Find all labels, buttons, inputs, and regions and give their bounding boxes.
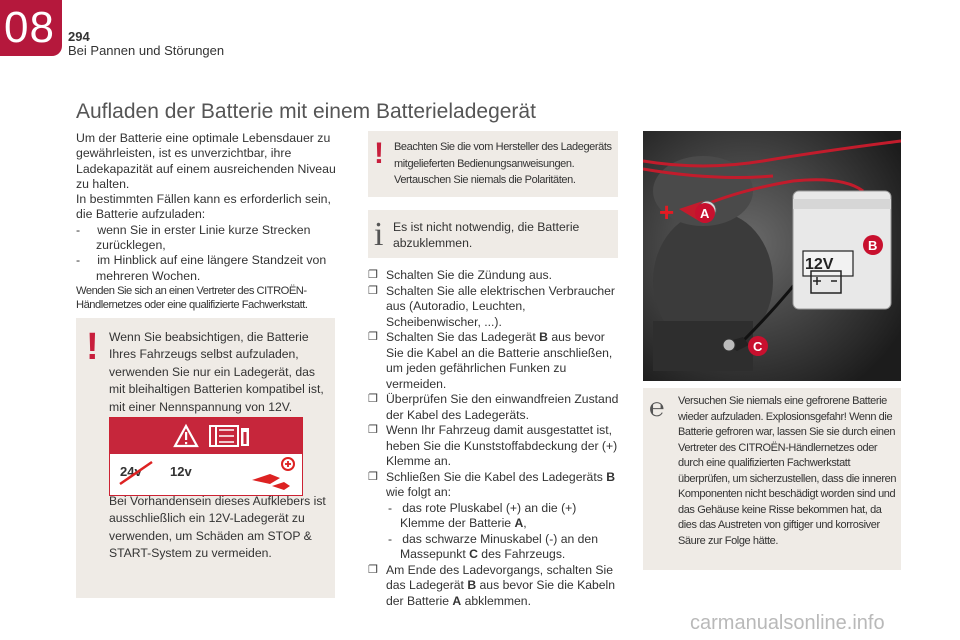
warning-manufacturer-text: Beachten Sie die vom Hersteller des Ladegeräts mitgelieferten Bedienungsanweisungen. bbox=[394, 141, 612, 170]
intro-paragraph-1: Um der Batterie eine optimale Lebensdauer zu gewährleisten, ist es unverzichtbar, ihre Ladekapazität auf einem ausreichenden Niveau zu halten. bbox=[76, 131, 336, 191]
intro-list-item: - im Hinblick auf eine längere Standzeit von mehreren Wochen. bbox=[76, 253, 327, 283]
chapter-tab bbox=[0, 0, 62, 56]
intro-list-item: - wenn Sie in erster Linie kurze Strecken zurücklegen, bbox=[76, 222, 311, 253]
warning-box-polarity bbox=[368, 131, 618, 197]
checkbox-bullet-icon: ❐ bbox=[368, 269, 378, 281]
step-text: wie folgt an: bbox=[386, 485, 452, 499]
warning-box bbox=[76, 318, 335, 598]
list-item bbox=[368, 330, 623, 392]
chapter-number: 08 bbox=[4, 3, 55, 52]
checkbox-bullet-icon: ❐ bbox=[368, 393, 378, 405]
step-text: Am Ende des Ladevorgangs, schalten Sie das Ladegerät bbox=[386, 562, 613, 592]
12v-sticker bbox=[109, 417, 303, 496]
intro-paragraph-2: In bestimmten Fällen kann es erforderlich sein, die Batterie aufzuladen: bbox=[76, 192, 331, 222]
sticker-24v-label: 24v bbox=[120, 464, 142, 479]
step-text: Schließen Sie die Kabel des Ladegeräts bbox=[386, 469, 607, 484]
step-text: Schalten Sie die Zündung aus. bbox=[386, 268, 553, 282]
list-item bbox=[368, 392, 623, 423]
step-bold-ref: B bbox=[467, 578, 477, 592]
sub-list-item: - das schwarze Minuskabel (-) an den Massepunkt C des Fahrzeugs. bbox=[388, 531, 598, 561]
step-text: das schwarze Minuskabel (-) an den Massepunkt bbox=[400, 531, 598, 561]
watermark-footer: carmanualsonline.info bbox=[690, 612, 885, 634]
step-bold-ref: A bbox=[514, 516, 524, 530]
step-bold-ref: B bbox=[539, 330, 548, 344]
step-bold-ref: B bbox=[606, 469, 616, 484]
eco-tip-icon: ℮ bbox=[649, 392, 665, 422]
warning-polarity-line: Vertauschen Sie niemals die Polaritäten. bbox=[394, 174, 576, 186]
step-text: aus bevor Sie die Kabeln der Batterie bbox=[386, 578, 616, 608]
step-text: Wenn Ihr Fahrzeug damit ausgestattet ist, heben Sie die Kunststoffabdeckung der (+) Klemme an. bbox=[386, 423, 618, 468]
checkbox-bullet-icon: ❐ bbox=[368, 470, 378, 483]
step-text: Schalten Sie das Ladegerät bbox=[386, 330, 540, 344]
sticker-text: Bei Vorhandensein dieses Aufklebers ist ausschließlich ein 12V-Ladegerät zu verwenden, um Schäden am STOP & START-System zu vermeiden. bbox=[109, 494, 326, 561]
warning-exclamation-icon: ! bbox=[374, 137, 384, 170]
intro-note: Wenden Sie sich an einen Vertreter des CITROËN-Händlernetzes oder eine qualifizierte Fachwerkstatt. bbox=[76, 284, 308, 311]
battery-charging-illustration bbox=[643, 131, 901, 381]
step-text: abklemmen. bbox=[461, 593, 531, 608]
checkbox-bullet-icon: ❐ bbox=[368, 284, 378, 297]
step-text: , bbox=[523, 516, 527, 530]
step-text: das rote Pluskabel (+) an die (+) Klemme der Batterie bbox=[400, 500, 577, 530]
cross-out-icon bbox=[118, 458, 158, 488]
sticker-icons bbox=[110, 418, 302, 454]
steps-list bbox=[368, 268, 623, 609]
list-item bbox=[368, 470, 623, 501]
warning-exclamation-icon: ! bbox=[86, 326, 99, 368]
checkbox-bullet-icon: ❐ bbox=[368, 331, 378, 343]
page-number: 294 bbox=[68, 29, 90, 44]
tip-text: Versuchen Sie niemals eine gefrorene Batterie wieder aufzuladen. Explosionsgefahr! Wenn die Batterie gefroren war, lassen Sie sie durch einen Vertreter des CITROËN-Händlernetzes oder durch eine qualifizierten Fachwerkstatt überprüfen, um sicherzustellen, dass die inneren Komponenten nicht beschädigt worden sind und das Gehäuse keine Risse bekommen hat, da dies das Austreten von giftiger und korrosiver Säure zur Folge hätte. bbox=[678, 395, 897, 547]
step-bold-ref: A bbox=[452, 593, 462, 608]
list-item bbox=[368, 284, 623, 331]
step-text: des Fahrzeugs. bbox=[477, 547, 566, 561]
warning-polarity-text bbox=[394, 139, 616, 189]
checkbox-bullet-icon: ❐ bbox=[368, 424, 378, 436]
battery-charging-photo bbox=[643, 131, 901, 381]
plus-sign: + bbox=[659, 197, 675, 227]
warning-text: Wenn Sie beabsichtigen, die Batterie Ihres Fahrzeugs selbst aufzuladen, verwenden Sie nur ein Ladegerät, das mit bleihaltigen Batterien kompatibel ist, mit einer Nennspannung von 12V. bbox=[109, 330, 324, 414]
tip-box bbox=[643, 388, 901, 570]
list-item bbox=[368, 563, 623, 610]
page-title: Aufladen der Batterie mit einem Batterieladegerät bbox=[76, 100, 536, 123]
charger-clamps-icon bbox=[250, 456, 300, 492]
info-box bbox=[368, 210, 618, 258]
sticker-12v-label: 12v bbox=[170, 464, 192, 479]
step-text: Schalten Sie alle elektrischen Verbraucher aus (Autoradio, Leuchten, Scheibenwischer, ...). bbox=[386, 283, 615, 329]
section-title: Bei Pannen und Störungen bbox=[68, 43, 225, 58]
sub-list-item: - das rote Pluskabel (+) an die (+) Klemme der Batterie A, bbox=[388, 500, 577, 530]
intro-list-item-text: im Hinblick auf eine längere Standzeit von mehreren Wochen. bbox=[96, 253, 327, 283]
step-text: Überprüfen Sie den einwandfreien Zustand der Kabel des Ladegeräts. bbox=[386, 392, 619, 422]
list-item bbox=[368, 268, 623, 284]
intro-list-item-text: wenn Sie in erster Linie kurze Strecken zurücklegen, bbox=[96, 222, 311, 253]
checkbox-bullet-icon: ❐ bbox=[368, 563, 378, 576]
sticker-top-band bbox=[110, 418, 302, 454]
info-text: Es ist nicht notwendig, die Batterie abzuklemmen. bbox=[393, 220, 580, 250]
step-bold-ref: C bbox=[469, 547, 478, 561]
step-text: aus bevor Sie die Kabel an die Batterie anschließen, um jeden gefährlichen Funken zu vermeiden. bbox=[386, 330, 613, 391]
battery-12v-label: 12V bbox=[805, 256, 834, 273]
intro-column bbox=[76, 131, 338, 312]
label-b: B bbox=[868, 238, 878, 253]
label-a: A bbox=[700, 206, 710, 221]
info-icon: i bbox=[374, 216, 384, 253]
label-c: C bbox=[753, 339, 763, 354]
list-item bbox=[368, 423, 623, 470]
